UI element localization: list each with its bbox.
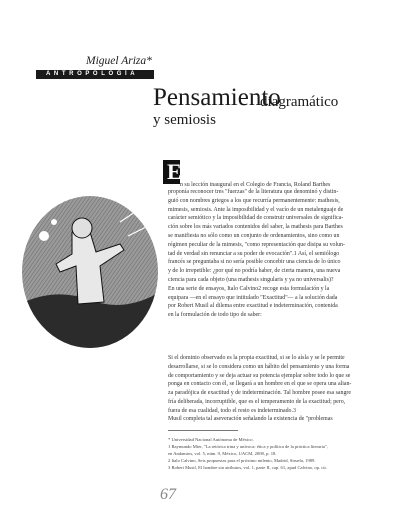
dropcap-letter: E: [167, 159, 182, 184]
quote-line: Si el dominio observado es la propia exactitud, si se lo aísla y se le permite: [168, 355, 345, 361]
body-line: proponía reconocer tres "fuerzas" de la literatura que denominó y distin-: [168, 189, 339, 195]
page-number: 67: [160, 486, 176, 503]
quote-line: ponga en contacto con él, se llegará a un hombre en el que se opera una alian-: [168, 381, 352, 388]
quote-line: de comportamiento y se deja actuar su potencia ejemplar sobre todo lo que se: [168, 372, 351, 379]
body-line: ciencia para cada objeto (una mathesis singularis y ya no universalis)?: [168, 276, 334, 283]
body-closing-line: Musil completa tal aseveración señalando la existencia de "problemas: [168, 416, 333, 422]
body-line: y de lo irrepetible: ¿por qué no podría haber, de cierta manera, una nueva: [168, 268, 341, 275]
body-line: ción sobre los más variados contenidos del saber, la mathesis para Barthes: [168, 224, 343, 231]
footnote-rule: [168, 430, 238, 431]
quote-line: fría deliberada, incorruptible, que es el temperamento de la exactitud; pero,: [168, 398, 346, 405]
quote-line: za paradójica de exactitud y de indeterminación. Tal hombre posee esa sangre: [168, 390, 351, 397]
quote-line: fuera de esa cualidad, todo el resto es indeterminado.3: [168, 407, 296, 414]
footnote: 3 Robert Musil, El hombre sin atributos, vol. 1, parte II, cap. 61, apud Calvino, op. cit.: [168, 465, 327, 471]
article-title-cont: diagramático: [260, 94, 339, 110]
footnote: 2 Italo Calvino, Seis propuestas para el próximo milenio, Madrid, Siruela, 1989.: [168, 458, 316, 464]
article-title-main: Pensamiento: [153, 84, 281, 111]
body-first-line: n su lección inaugural en el Colegio de Francia, Roland Barthes: [180, 182, 331, 188]
body-line: En una serie de ensayos, Italo Calvino2 recoge esta formulación y la: [168, 285, 330, 292]
body-line: mimesis, semiosis. Ante la imposibilidad y el vacío de un metalenguaje de: [168, 206, 344, 213]
body-line: carácter semiótico y la imposibilidad de construir universales de significa-: [168, 215, 344, 222]
body-line: francés se preguntaba si no sería posible concebir una ciencia de lo único: [168, 259, 341, 266]
body-line: régimen peculiar de la mimesis, "como representación que disipa su volun-: [168, 241, 345, 248]
block-quote: [168, 354, 351, 416]
body-line: se manifiesta no sólo como un conjunto de ordenamientos, sino como un: [168, 232, 340, 239]
body-line: por Robert Musil al dilema entre exactitud e indeterminación, contenida: [168, 303, 338, 310]
author-name: Miguel Ariza*: [86, 55, 152, 67]
engraving-illustration: [20, 192, 160, 350]
body-line: equipara —en el ensayo que intitulado "Exactitud"— a la solución dada: [168, 294, 338, 301]
footnotes: [168, 436, 328, 471]
body-line: en la formulación de todo tipo de saber:: [168, 312, 262, 319]
article-title-line2: y semiosis: [153, 112, 216, 128]
footnote: * Universidad Nacional Autónoma de México.: [168, 437, 254, 442]
footnote: 1 Raymundo Mier, "La retórica trina y unívoca: ética y política de la práctica literaria",: [168, 444, 328, 450]
body-line: guió con nombres griegos a los que recurría permanentemente: mathesis,: [168, 197, 340, 204]
quote-line: desarrollarse, si se lo considera como un hábito del pensamiento y una forma: [168, 363, 350, 370]
body-line: tad de verdad sin renunciar a su poder de evocación".1 Así, el semiólogo: [168, 250, 340, 257]
footnote: en Andamios, vol. 5, núm. 9, México, UACM, 2008, p. 18.: [168, 451, 277, 457]
body-text: [168, 188, 345, 320]
section-label: ANTROPOLOGÍA: [46, 71, 139, 77]
